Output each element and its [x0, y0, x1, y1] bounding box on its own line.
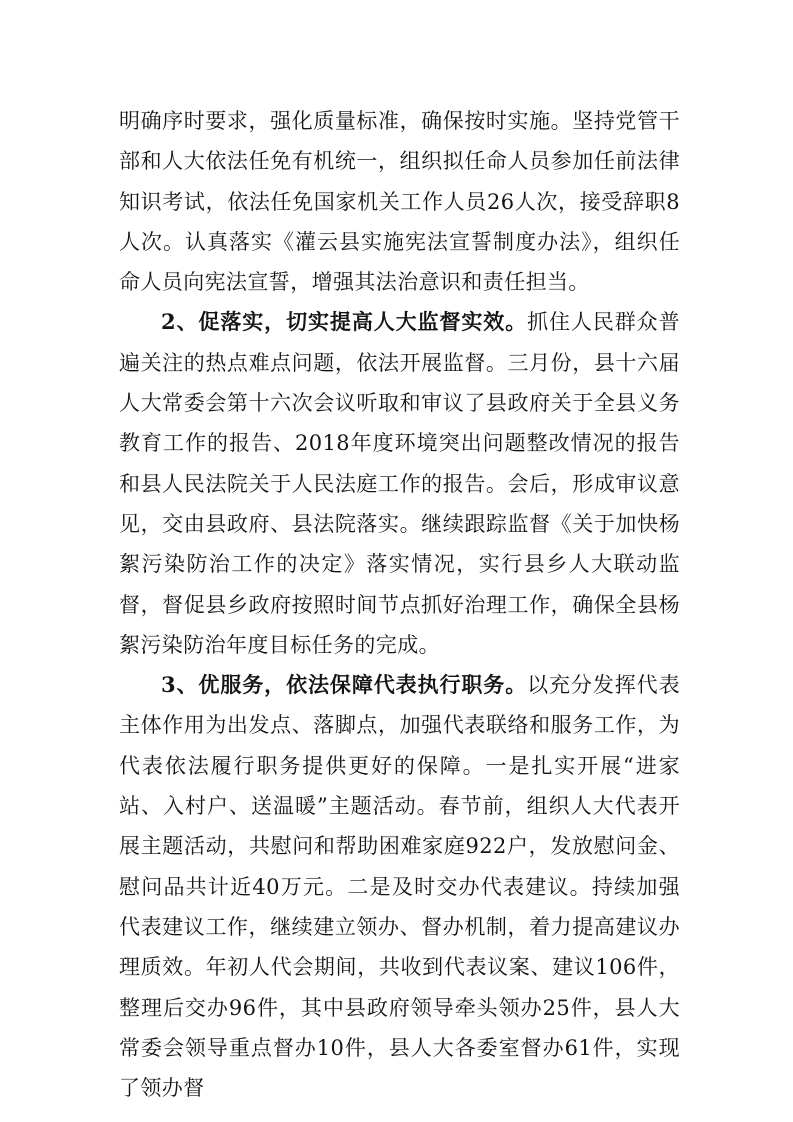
- paragraph-3-text: 以充分发挥代表主体作用为出发点、落脚点，加强代表联络和服务工作，为代表依法履行职务提供更好的保障。一是扎实开展“进家站、入村户、送温暖”主题活动。春节前，组织人大代表开展主题活动，共慰问和帮助困难家庭922户，发放慰问金、慰问品共计近40万元。二是及时交办代表建议。持续加强代表建议工作，继续建立领办、督办机制，着力提高建议办理质效。年初人代会期间，共收到代表议案、建议106件，整理后交办96件，其中县政府领导牵头领办25件，县人大常委会领导重点督办10件，县人大各委室督办61件，实现了领办督: [119, 673, 680, 1101]
- paragraph-3: [119, 665, 680, 1108]
- paragraph-2: [119, 302, 680, 665]
- body-text: [119, 101, 680, 1108]
- paragraph-2-text: 抓住人民群众普遍关注的热点难点问题，依法开展监督。三月份，县十六届人大常委会第十六次会议听取和审议了县政府关于全县义务教育工作的报告、2018年度环境突出问题整改情况的报告和县人民法院关于人民法庭工作的报告。会后，形成审议意见，交由县政府、县法院落实。继续跟踪监督《关于加快杨絮污染防治工作的决定》落实情况，实行县乡人大联动监督，督促县乡政府按照时间节点抓好治理工作，确保全县杨絮污染防治年度目标任务的完成。: [119, 310, 680, 657]
- paragraph-1: [119, 101, 680, 302]
- paragraph-2-heading: 2、促落实，切实提高人大监督实效。: [161, 309, 528, 335]
- paragraph-3-heading: 3、优服务，依法保障代表执行职务。: [161, 672, 528, 698]
- paragraph-1-text: 明确序时要求，强化质量标准，确保按时实施。坚持党管干部和人大依法任免有机统一，组织拟任命人员参加任前法律知识考试，依法任免国家机关工作人员26人次，接受辞职8人次。认真落实《灌云县实施宪法宣誓制度办法》，组织任命人员向宪法宣誓，增强其法治意识和责任担当。: [119, 109, 680, 295]
